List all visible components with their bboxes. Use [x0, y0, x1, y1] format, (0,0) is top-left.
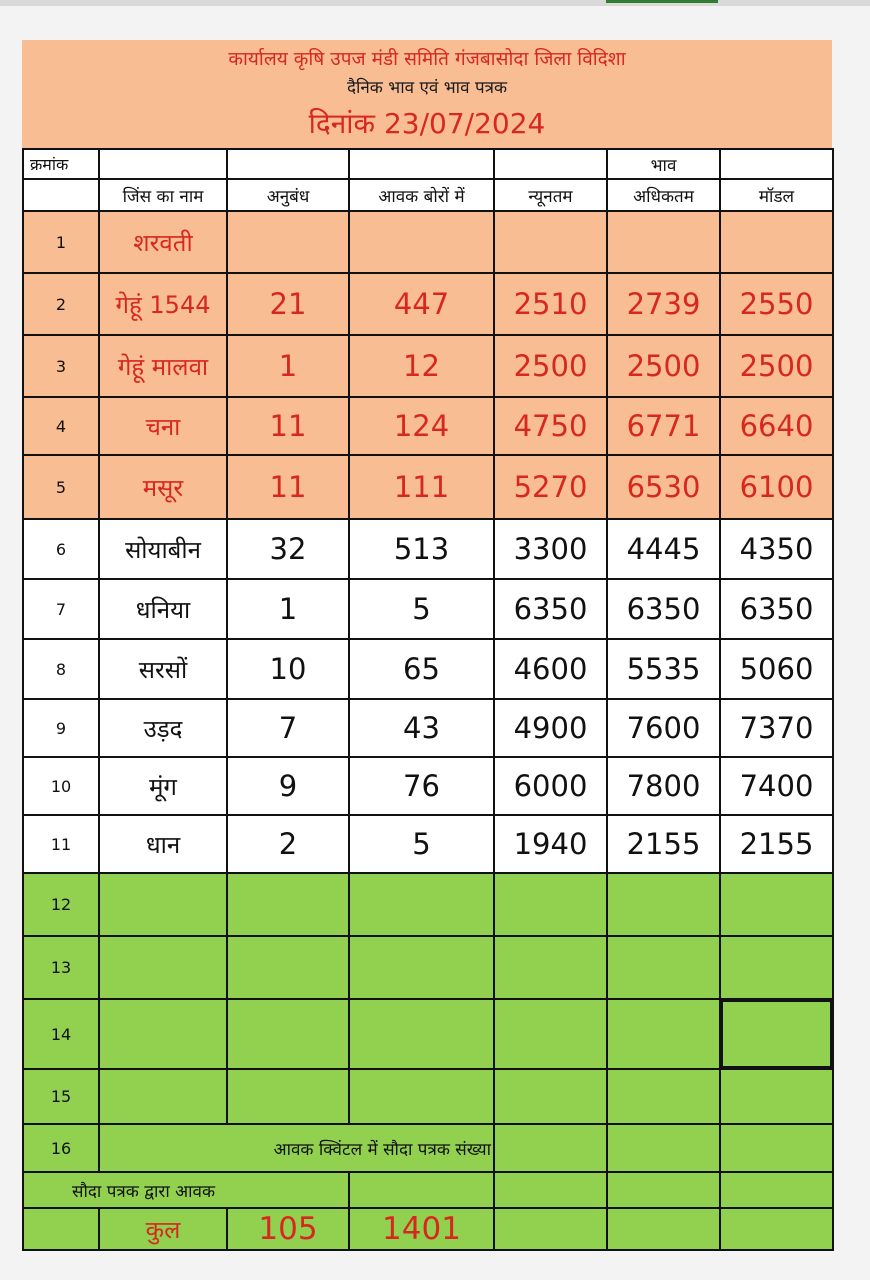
total-label: कुल — [99, 1208, 227, 1250]
table-row — [23, 397, 833, 455]
table-row — [23, 211, 833, 273]
contract-value: 1 — [227, 335, 349, 397]
empty-row — [23, 873, 833, 936]
max-price: 5535 — [607, 639, 720, 699]
max-price: 7800 — [607, 757, 720, 815]
empty-row — [23, 999, 833, 1069]
table-row — [23, 273, 833, 335]
arrival-value: 447 — [349, 273, 494, 335]
commodity-name: चना — [99, 397, 227, 455]
min-price — [494, 211, 607, 273]
col-max: अधिकतम — [607, 179, 720, 211]
contract-value: 32 — [227, 519, 349, 579]
contract-value: 2 — [227, 815, 349, 873]
sheet-date: दिनांक 23/07/2024 — [308, 107, 546, 140]
row-serial: 13 — [23, 936, 99, 999]
row-serial: 9 — [23, 699, 99, 757]
min-price: 2500 — [494, 335, 607, 397]
row-serial: 10 — [23, 757, 99, 815]
row-serial: 5 — [23, 455, 99, 519]
max-price — [607, 211, 720, 273]
col-serial: क्रमांक — [23, 149, 99, 179]
row-serial: 6 — [23, 519, 99, 579]
sheet-subtitle: दैनिक भाव एवं भाव पत्रक — [346, 78, 508, 98]
max-price: 2739 — [607, 273, 720, 335]
commodity-name: मूंग — [99, 757, 227, 815]
contract-value: 11 — [227, 455, 349, 519]
header-row-2 — [23, 179, 833, 211]
modal-price: 2550 — [720, 273, 833, 335]
arrival-value: 124 — [349, 397, 494, 455]
table-row — [23, 519, 833, 579]
modal-price: 5060 — [720, 639, 833, 699]
row-serial: 4 — [23, 397, 99, 455]
contract-value: 10 — [227, 639, 349, 699]
row-16 — [23, 1124, 833, 1172]
row-serial: 8 — [23, 639, 99, 699]
row-serial: 14 — [23, 999, 99, 1069]
price-table — [22, 148, 834, 1251]
top-bar — [0, 0, 870, 6]
modal-price — [720, 211, 833, 273]
commodity-name: धान — [99, 815, 227, 873]
max-price: 7600 — [607, 699, 720, 757]
table-row — [23, 455, 833, 519]
table-row — [23, 815, 833, 873]
commodity-name: सोयाबीन — [99, 519, 227, 579]
col-arrival: आवक बोरों में — [349, 179, 494, 211]
arrival-value: 513 — [349, 519, 494, 579]
row-serial: 1 — [23, 211, 99, 273]
min-price: 5270 — [494, 455, 607, 519]
footer-label-row — [23, 1172, 833, 1208]
commodity-name: गेहूं मालवा — [99, 335, 227, 397]
contract-value: 7 — [227, 699, 349, 757]
max-price: 6530 — [607, 455, 720, 519]
min-price: 2510 — [494, 273, 607, 335]
table-row — [23, 699, 833, 757]
max-price: 4445 — [607, 519, 720, 579]
table-row — [23, 579, 833, 639]
sheet-header — [22, 40, 832, 148]
modal-price: 2155 — [720, 815, 833, 873]
top-bar-accent — [606, 0, 718, 3]
max-price: 2500 — [607, 335, 720, 397]
modal-price: 4350 — [720, 519, 833, 579]
table-row — [23, 639, 833, 699]
contract-value: 9 — [227, 757, 349, 815]
table-row — [23, 335, 833, 397]
min-price: 4900 — [494, 699, 607, 757]
col-contract: अनुबंध — [227, 179, 349, 211]
col-price-group: भाव — [607, 149, 720, 179]
col-commodity: जिंस का नाम — [99, 179, 227, 211]
empty-row — [23, 936, 833, 999]
min-price: 6000 — [494, 757, 607, 815]
modal-price: 2500 — [720, 335, 833, 397]
min-price: 4600 — [494, 639, 607, 699]
min-price: 4750 — [494, 397, 607, 455]
row-serial: 15 — [23, 1069, 99, 1124]
commodity-name: सरसों — [99, 639, 227, 699]
row-serial: 3 — [23, 335, 99, 397]
modal-price: 6350 — [720, 579, 833, 639]
footer-label: सौदा पत्रक द्वारा आवक — [23, 1172, 349, 1208]
contract-value — [227, 211, 349, 273]
row-serial: 12 — [23, 873, 99, 936]
min-price: 3300 — [494, 519, 607, 579]
arrival-value: 12 — [349, 335, 494, 397]
total-row — [23, 1208, 833, 1250]
contract-value: 1 — [227, 579, 349, 639]
total-arrival: 1401 — [349, 1208, 494, 1250]
arrival-value: 111 — [349, 455, 494, 519]
modal-price: 6100 — [720, 455, 833, 519]
table-row — [23, 757, 833, 815]
max-price: 6350 — [607, 579, 720, 639]
modal-price: 7400 — [720, 757, 833, 815]
empty-row — [23, 1069, 833, 1124]
contract-value: 11 — [227, 397, 349, 455]
arrival-value: 76 — [349, 757, 494, 815]
commodity-name: शरवती — [99, 211, 227, 273]
min-price: 6350 — [494, 579, 607, 639]
selected-cell[interactable] — [720, 999, 833, 1069]
max-price: 6771 — [607, 397, 720, 455]
contract-value: 21 — [227, 273, 349, 335]
col-min: न्यूनतम — [494, 179, 607, 211]
commodity-name: उड़द — [99, 699, 227, 757]
rate-sheet — [22, 40, 832, 1247]
arrival-value: 5 — [349, 579, 494, 639]
arrival-value — [349, 211, 494, 273]
commodity-name: गेहूं 1544 — [99, 273, 227, 335]
modal-price: 6640 — [720, 397, 833, 455]
total-contract: 105 — [227, 1208, 349, 1250]
row-serial: 16 — [23, 1124, 99, 1172]
row16-note: आवक क्विंटल में सौदा पत्रक संख्या — [99, 1124, 494, 1172]
col-modal: मॉडल — [720, 179, 833, 211]
arrival-value: 43 — [349, 699, 494, 757]
arrival-value: 65 — [349, 639, 494, 699]
arrival-value: 5 — [349, 815, 494, 873]
min-price: 1940 — [494, 815, 607, 873]
header-row-1 — [23, 149, 833, 179]
max-price: 2155 — [607, 815, 720, 873]
row-serial: 7 — [23, 579, 99, 639]
modal-price: 7370 — [720, 699, 833, 757]
commodity-name: मसूर — [99, 455, 227, 519]
commodity-name: धनिया — [99, 579, 227, 639]
row-serial: 2 — [23, 273, 99, 335]
row-serial: 11 — [23, 815, 99, 873]
office-title: कार्यालय कृषि उपज मंडी समिति गंजबासोदा जिला विदिशा — [228, 48, 626, 70]
